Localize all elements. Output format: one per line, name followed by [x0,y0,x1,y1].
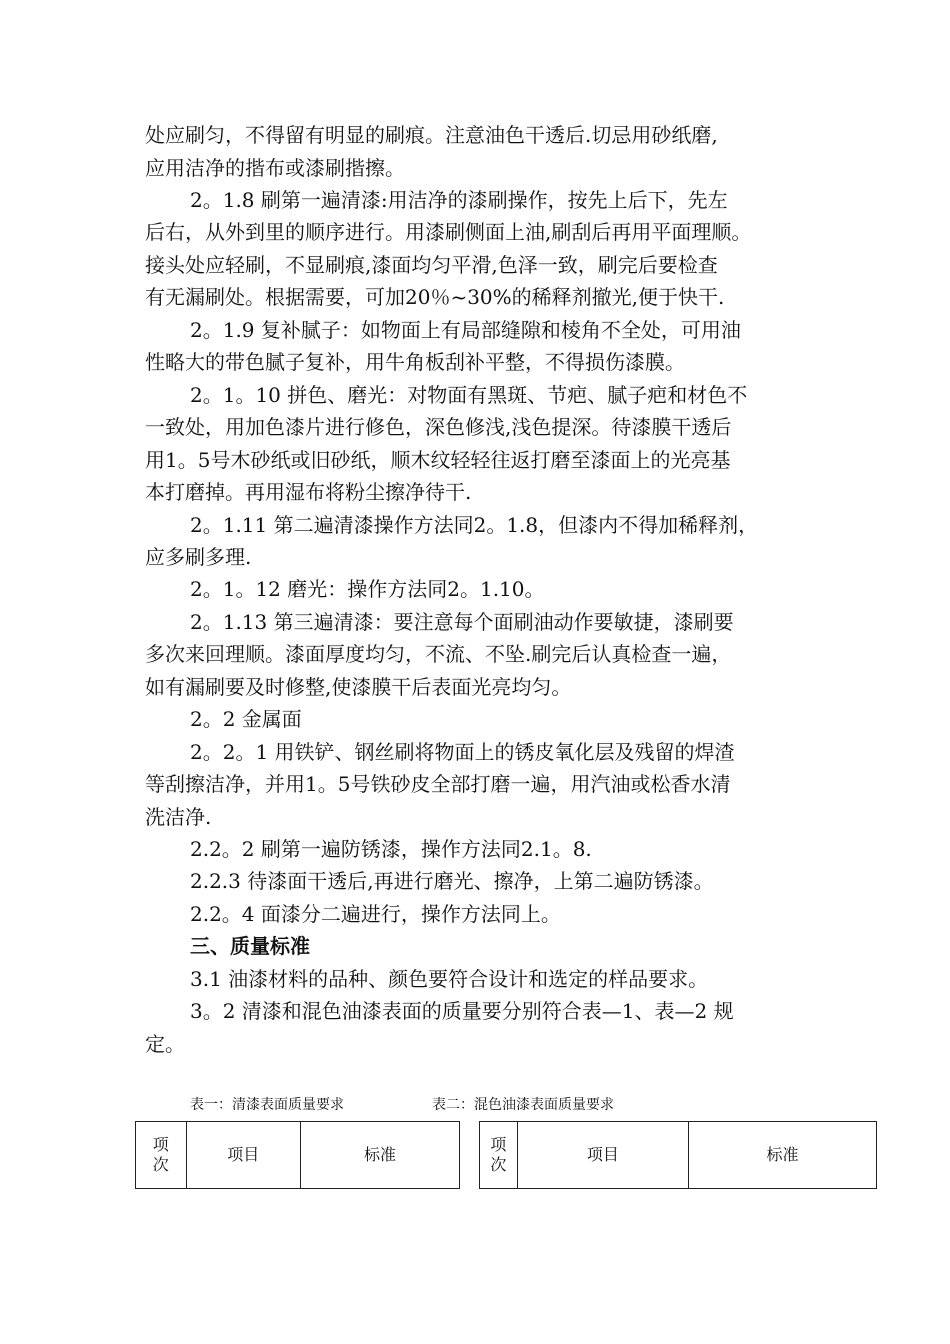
index-header: 项 次 [480,1122,518,1189]
section-heading: 三、质量标准 [190,934,310,959]
text-line: 处应刷匀，不得留有明显的刷痕。注意油色干透后.切忌用砂纸磨, [145,123,718,147]
text-line: 2。1。10 拼色、磨光：对物面有黑斑、节疤、腻子疤和材色不 [190,382,748,407]
text-line: 2.2。2 刷第一遍防锈漆，操作方法同2.1。8. [190,837,592,861]
text-line: 2.2。4 面漆分二遍进行，操作方法同上。 [190,901,561,926]
text-line: 2。2。1 用铁铲、钢丝刷将物面上的锈皮氧化层及残留的焊渣 [190,739,735,764]
text-line: 洗洁净. [145,804,212,829]
text-line: 一致处，用加色漆片进行修色，深色修浅,浅色提深。待漆膜干透后 [145,415,732,440]
table1-clear-varnish-quality [135,1121,460,1189]
text-line: 多次来回理顺。漆面厚度均匀，不流、不坠.刷完后认真检查一遍， [145,642,732,667]
text-line: 2。1.8 刷第一遍清漆:用洁净的漆刷操作，按先上后下，先左 [190,188,728,212]
item-header: 项目 [517,1122,688,1189]
item-header: 项目 [186,1122,301,1189]
text-line: 如有漏刷要及时修整,使漆膜干后表面光亮均匀。 [145,674,572,699]
text-line: 应用洁净的揩布或漆刷揩擦。 [145,156,405,180]
table1-caption: 表一：清漆表面质量要求 [190,1097,344,1113]
text-line: 接头处应轻刷，不显刷痕,漆面均匀平滑,色泽一致，刷完后要检查 [145,252,718,277]
text-line: 定。 [145,1031,185,1056]
text-line: 3。2 清漆和混色油漆表面的质量要分别符合表—1、表—2 规 [190,999,734,1024]
text-line: 性略大的带色腻子复补，用牛角板刮补平整，不得损伤漆膜。 [145,350,685,375]
text-line: 本打磨掉。再用湿布将粉尘擦净待干. [145,480,472,505]
text-line: 后右，从外到里的顺序进行。用漆刷侧面上油,刷刮后再用平面理顺。 [145,220,752,245]
text-line: 2。2 金属面 [190,707,302,732]
standard-header: 标准 [688,1122,876,1189]
text-line: 2。1.11 第二遍清漆操作方法同2。1.8，但漆内不得加稀释剂， [190,512,759,537]
text-line: 有无漏刷处。根据需要，可加20％~30%的稀释剂撤光,便于快干. [145,285,725,310]
text-line: 3.1 油漆材料的品种、颜色要符合设计和选定的样品要求。 [190,966,709,991]
table2-caption: 表二：混色油漆表面质量要求 [432,1097,614,1113]
text-line: 等刮擦洁净，并用1。5号铁砂皮全部打磨一遍，用汽油或松香水清 [145,772,731,797]
table-header-row [480,1122,877,1189]
index-header: 项 次 [136,1122,187,1189]
table2-mixed-paint-quality [479,1121,877,1189]
text-line: 2.2.3 待漆面干透后,再进行磨光、擦净，上第二遍防锈漆。 [190,869,714,894]
text-line: 2。1.13 第三遍清漆：要注意每个面刷油动作要敏捷，漆刷要 [190,609,734,634]
text-line: 2。1.9 复补腻子：如物面上有局部缝隙和棱角不全处，可用油 [190,317,741,342]
text-line: 应多刷多理. [145,544,252,569]
table-header-row [136,1122,460,1189]
standard-header: 标准 [301,1122,460,1189]
text-line: 用1。5号木砂纸或旧砂纸，顺木纹轻轻往返打磨至漆面上的光亮基 [145,447,731,472]
text-line: 2。1。12 磨光：操作方法同2。1.10。 [190,577,545,602]
